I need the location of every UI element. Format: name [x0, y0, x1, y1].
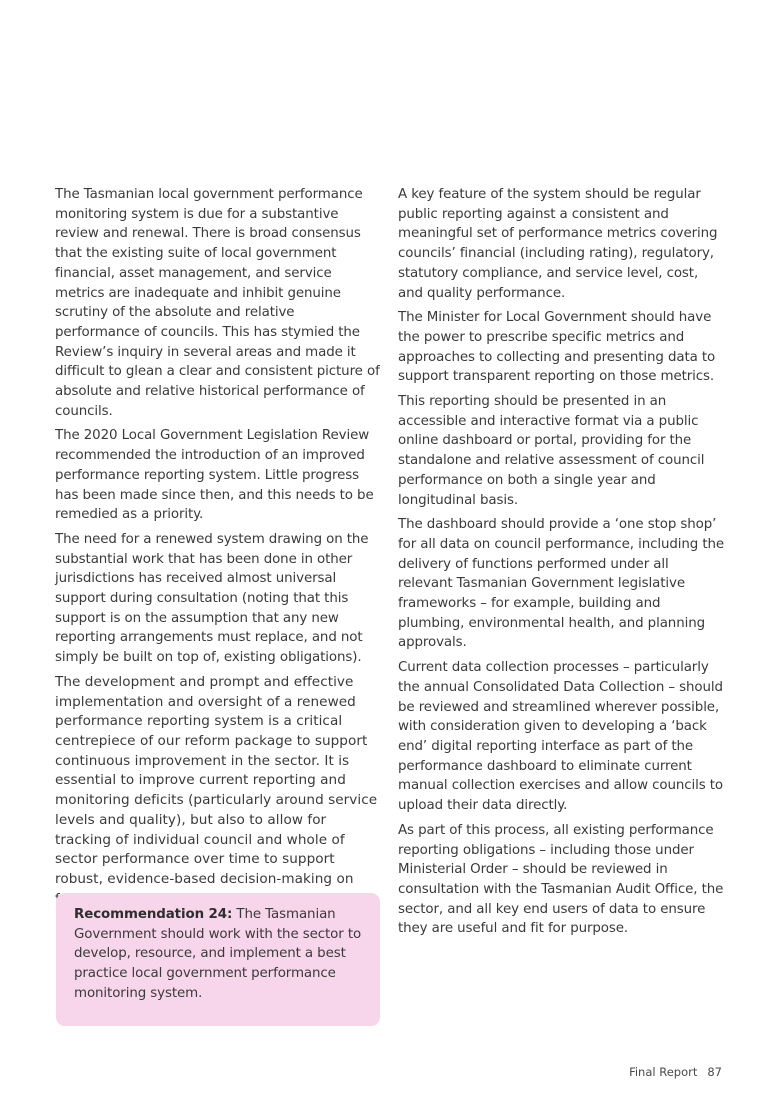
page-number: 87	[707, 1065, 722, 1079]
left-column	[55, 185, 383, 914]
paragraph: Current data collection processes – particularly the annual Consolidated Data Collection – should be reviewed and streamlined wherever possible, with consideration given to developing a ‘back end’ digital reporting interface as part of the performance dashboard to eliminate current manual collection exercises and allow councils to upload their data directly.	[398, 660, 724, 814]
recommendation-text	[74, 905, 362, 1004]
paragraph: A key feature of the system should be regular public reporting against a consistent and meaningful set of performance metrics covering councils’ financial (including rating), regulatory, statutory compliance, and service level, cost, and quality performance.	[398, 187, 718, 301]
paragraph: The development and prompt and effective implementation and oversight of a renewed performance reporting system is a critical centrepiece of our reform package to support continuous improvement in the sector. It is essential to improve current reporting and monitoring deficits (particularly around service levels and quality), but also to allow for tracking of individual council and whole of sector performance over time to support robust, evidence-based decision-making on	[55, 673, 378, 887]
report-label: Final Report	[629, 1065, 698, 1079]
right-column	[398, 185, 726, 944]
paragraph: The Minister for Local Government should have the power to prescribe specific metrics and approaches to collecting and presenting data to support transparent reporting on those metrics.	[398, 310, 716, 385]
recommendation-label: Recommendation 24:	[74, 907, 233, 922]
page-footer	[629, 1065, 722, 1079]
paragraph: As part of this process, all existing performance reporting obligations – including those under Ministerial Order – should be reviewed in consultation with the Tasmanian Audit Office, the sector, and all key end users of data to ensure they are useful and fit for purpose.	[398, 822, 724, 937]
paragraph: The 2020 Local Government Legislation Review recommended the introduction of an improved performance reporting system. Little progress has been made since then, and this needs to be remedied as a priority.	[55, 428, 374, 523]
paragraph: This reporting should be presented in an accessible and interactive format via a public online dashboard or portal, providing for the standalone and relative assessment of council performance on both a single year and longitudinal basis.	[398, 394, 705, 508]
paragraph: The Tasmanian local government performance monitoring system is due for a substantive review and renewal. There is broad consensus that the existing suite of local government financial, asset management, and service metrics are inadequate and inhibit genuine scrutiny of the absolute and relative performance of councils. This has stymied the Review’s inquiry in several areas and made it difficult to glean a clear and consistent picture of absolute and relative historical performance of councils.	[55, 187, 380, 419]
recommendation-body: The Tasmanian Government should work with the sector to develop, resource, and implement a best practice local government performance monitoring system.	[74, 907, 362, 1001]
paragraph: The dashboard should provide a ‘one stop shop’ for all data on council performance, including the delivery of functions performed under all relevant Tasmanian Government legislative frameworks – for example, building and plumbing, environmental health, and planning approvals.	[398, 517, 724, 651]
paragraph: The need for a renewed system drawing on the substantial work that has been done in other jurisdictions has received almost universal support during consultation (noting that this support is on the assumption that any new reporting arrangements must replace, and not simply be built on top of, existing obligations).	[55, 531, 369, 666]
recommendation-box	[56, 893, 380, 1026]
